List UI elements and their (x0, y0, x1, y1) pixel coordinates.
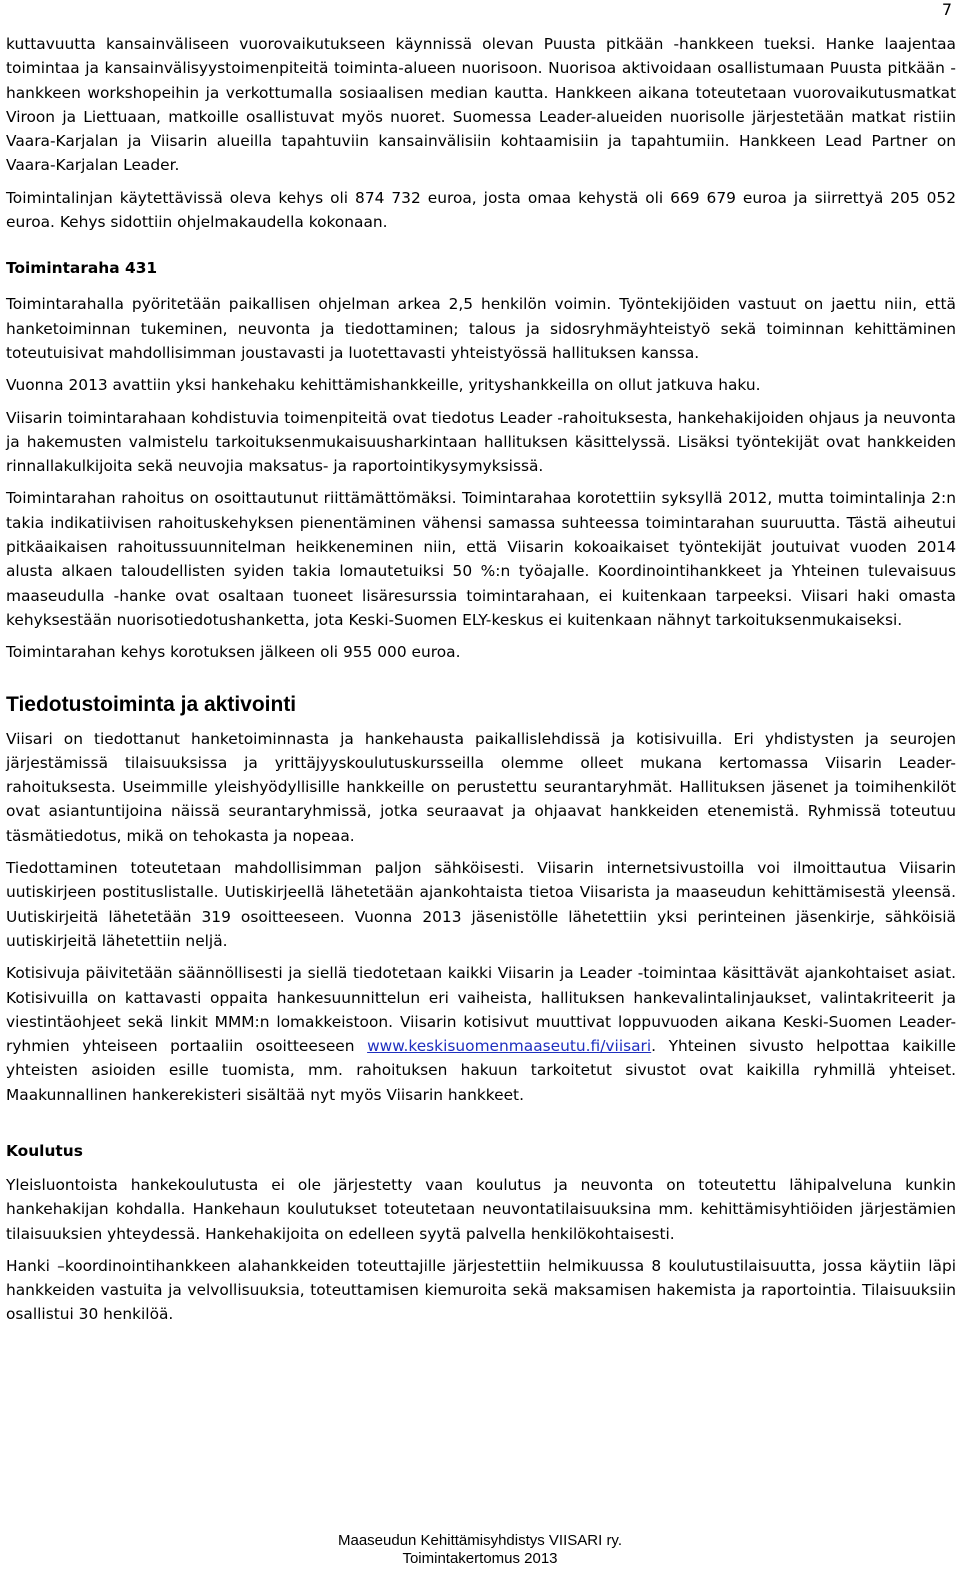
paragraph-toimintaraha-henkilot: Toimintarahalla pyöritetään paikallisen ohjelman arkea 2,5 henkilön voimin. Työntekijöiden vastuut on jaettu niin, että hanketoiminnan tukeminen, neuvonta ja tiedottaminen; talous ja sidosryhmäyhteistyö sekä toiminnan kehittäminen toteutuisivat mahdollisimman joustavasti ja luotettavasti yhteistyössä hallituksen kanssa. (6, 295, 956, 362)
page-number: 7 (941, 0, 952, 19)
footer-report-title: Toimintakertomus 2013 (402, 1550, 558, 1567)
document-body (6, 32, 956, 1327)
paragraph-hanki-koulutus: Hanki –koordinointihankkeen alahankkeiden toteuttajille järjestettiin helmikuussa 8 koulutustilaisuutta, jossa käytiin läpi hankkeiden vastuita ja velvollisuuksia, toteuttamisen kiemuroita sekä maksamisen hakemista ja raportointia. Tilaisuuksiin osallistui 30 henkilöä. (6, 1256, 956, 1324)
paragraph-hankehaku: Vuonna 2013 avattiin yksi hankehaku kehittämishankkeille, yrityshankkeilla on ollut jatkuva haku. (6, 376, 761, 395)
paragraph-toimenpiteet: Viisarin toimintarahaan kohdistuvia toimenpiteitä ovat tiedotus Leader -rahoituksesta, hankehakijoiden ohjaus ja neuvonta ja hakemusten valmistelu tarkoituksenmukaisuusharkintaan hallituksen käsittelyssä. Lisäksi työntekijät ovat hankkeiden rinnallakulkijoita sekä neuvojia maksatus- ja raportointikysymyksissä. (6, 408, 956, 476)
paragraph-koulutus: Yleisluontoista hankekoulutusta ei ole järjestetty vaan koulutus ja neuvonta on toteutettu lähipalveluna kunkin hankehakijan kohdalla. Hankehaun koulutukset toteutetaan neuvontatilaisuuksina mm. kehittämisyhtiöiden järjestämien tilaisuuksien yhteydessä. Hankehakijoita on edelleen syytä palvella henkilökohtaisesti. (6, 1175, 956, 1243)
paragraph-sahkoinen-tiedotus: Tiedottaminen toteutetaan mahdollisimman paljon sähköisesti. Viisarin internetsivustoilla voi ilmoittautua Viisarin uutiskirjeen postituslistalle. Uutiskirjeellä lähetetään ajankohtaista tietoa Viisarista ja maaseudun kehittämisestä yleensä. Uutiskirjeitä lähetetään 319 osoitteeseen. Vuonna 2013 jäsenistölle lähetettiin yksi perinteinen jäsenkirje, sähköisiä uutiskirjeitä lähetettiin neljä. (6, 859, 956, 950)
kotisivut-text-before: Kotisivuja päivitetään säännöllisesti ja siellä tiedotetaan kaikki Viisarin ja Leader -toimintaa käsittävät ajankohtaiset asiat. Kotisivuilla on kattavasti oppaita hankesuunnittelun eri vaiheista, hallituksen hankevalintalinjaukset, valintakriteerit ja viestintäohjeet sekä linkit MMM:n lomakkeistoon. Viisarin kotisivut muuttivat loppuvuoden aikana Keski-Suomen Leader-ryhmien yhteiseen portaaliin osoitteeseen (6, 964, 956, 1056)
heading-tiedotustoiminta: Tiedotustoiminta ja aktivointi (6, 692, 297, 716)
paragraph-kehys-korotus: Toimintarahan kehys korotuksen jälkeen oli 955 000 euroa. (6, 643, 461, 662)
heading-koulutus: Koulutus (6, 1141, 83, 1160)
keskisuomenmaaseutu-link[interactable]: www.keskisuomenmaaseutu.fi/viisari (367, 1037, 652, 1056)
heading-toimintaraha: Toimintaraha 431 (6, 259, 158, 278)
paragraph-puusta-pitkaan: kuttavuutta kansainväliseen vuorovaikutukseen käynnissä olevan Puusta pitkään -hankkeen tueksi. Hanke laajentaa toimintaa ja kansainvälisyystoimenpiteitä toiminta-alueen nuorisoon. Nuorisoa aktivoidaan osallistumaan Puusta pitkään -hankkeen workshopeihin ja verkottumalla sosiaalisen median kautta. Hankkeen aikana toteutetaan vuorovaikutusmatkat Viroon ja Liettuaan, matkoille osallistuvat myös nuoret. Suomessa Leader-alueiden nuorisolle järjestetään matkat ristiin Vaara-Karjalan ja Viisarin alueilla tapahtuviin kansainvälisiin kohtaamisiin ja tapahtumiin. Hankkeen Lead Partner on Vaara-Karjalan Leader. (6, 35, 956, 175)
paragraph-rahoitus: Toimintarahan rahoitus on osoittautunut riittämättömäksi. Toimintarahaa korotettiin syksyllä 2012, mutta toimintalinja 2:n takia indikatiivisen rahoituskehyksen pienentäminen vähensi samassa suhteessa toimintarahan suuruutta. Tästä aiheutui pitkäaikaisen rahoitussuunnitelman heikkeneminen niin, että Viisarin kokoaikaiset työntekijät joutuivat vuoden 2014 alusta alkaen taloudellisten syiden takia lomautetuiksi 50 %:n työajalle. Koordinointihankkeet ja Yhteinen tulevaisuus maaseudulla -hanke ovat osaltaan tuoneet lisäresurssia toimintarahaan, ei kuitenkaan tarpeeksi. Viisari haki omasta kehyksestään nuorisotiedotushanketta, jota Keski-Suomen ELY-keskus ei kuitenkaan nähnyt tarkoituksenmukaiseksi. (6, 489, 956, 629)
kotisivut-text-after: . Yhteinen sivusto helpottaa kaikille yhteisten asioiden esille tuomista, mm. rahoituksen hakuun tarkoitetut sivustot ovat kaikilla ryhmillä yhteiset. Maakunnallinen hankerekisteri sisältää nyt myös Viisarin hankkeet. (6, 1037, 956, 1104)
paragraph-kotisivut (6, 961, 956, 1107)
paragraph-kehys-toimintalinja: Toimintalinjan käytettävissä oleva kehys oli 874 732 euroa, josta omaa kehystä oli 669 679 euroa ja siirrettyä 205 052 euroa. Kehys sidottiin ohjelmakaudella kokonaan. (6, 188, 956, 232)
footer-organization: Maaseudun Kehittämisyhdistys VIISARI ry. (337, 1532, 622, 1549)
paragraph-tiedottaminen: Viisari on tiedottanut hanketoiminnasta ja hankehausta paikallislehdissä ja kotisivuilla. Eri yhdistysten ja seurojen järjestämissä tilaisuuksissa ja yrittäjyyskoulutuskursseilla olemme olleet mukana kertomassa Viisarin Leader-rahoituksesta. Useimmille yleishyödyllisille hankkeille on perustettu seurantaryhmät. Hallituksen jäsenet ja toimihenkilöt ovat asiantuntijoina näissä seurantaryhmissä, jotka seuraavat ja ohjaavat hankkeiden etenemistä. Ryhmissä toteutuu täsmätiedotus, mikä on tehokasta ja nopeaa. (6, 729, 956, 845)
page-footer (0, 1532, 960, 1568)
